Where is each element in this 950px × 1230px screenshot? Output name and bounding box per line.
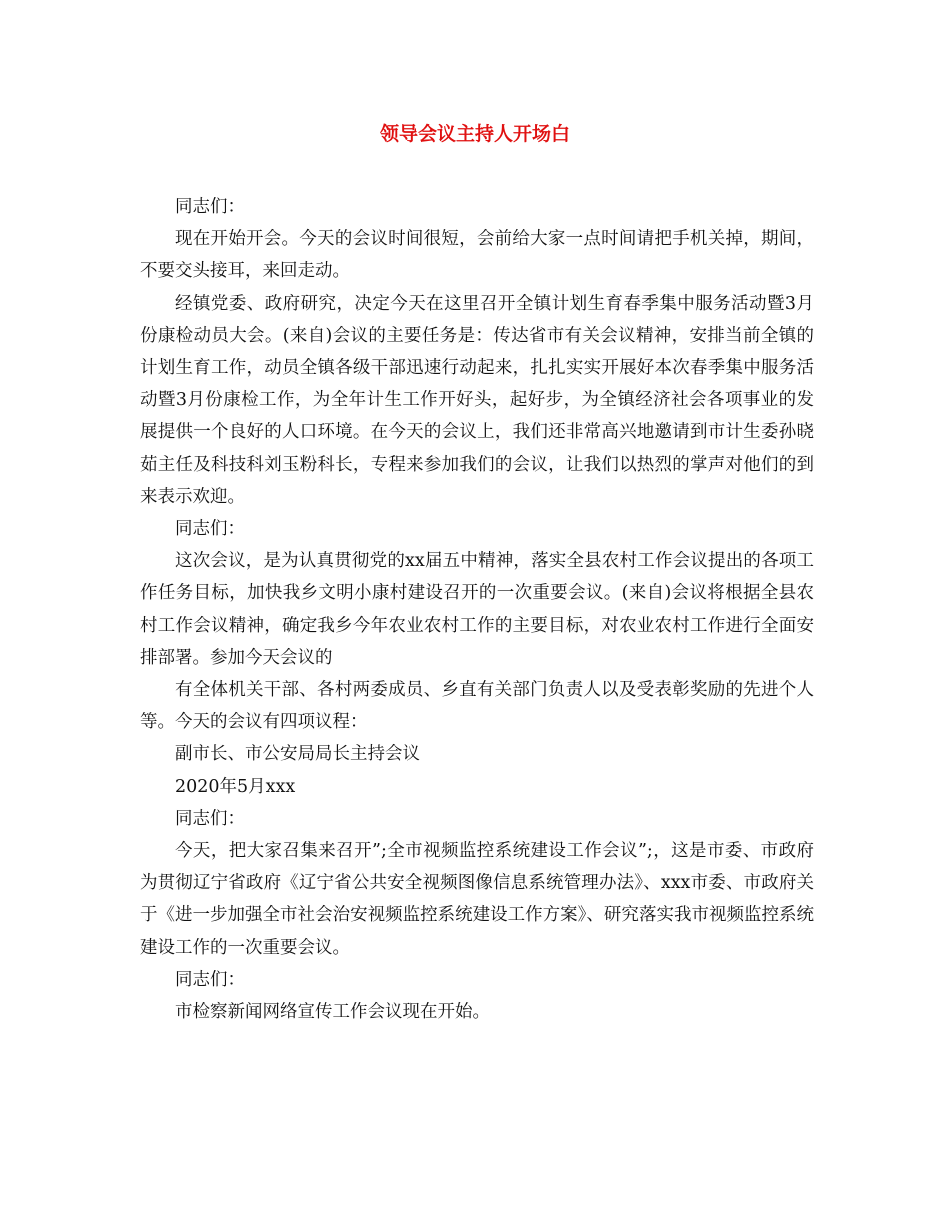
document-body (140, 191, 814, 1028)
paragraph: 这次会议，是为认真贯彻党的xx届五中精神，落实全县农村工作会议提出的各项工作任务目标，加快我乡文明小康村建设召开的一次重要会议。(来自)会议将根据全县农村工作会议精神，确定我乡今年农业农村工作的主要目标，对农业农村工作进行全面安排部署。参加今天会议的 (140, 551, 814, 668)
paragraph-salutation: 同志们： (175, 519, 245, 540)
paragraph: 现在开始开会。今天的会议时间很短，会前给大家一点时间请把手机关掉，期间，不要交头接耳，来回走动。 (140, 229, 814, 282)
paragraph-salutation: 同志们： (175, 197, 245, 217)
paragraph: 市检察新闻网络宣传工作会议现在开始。 (175, 1002, 490, 1023)
paragraph: 今天，把大家召集来召开”;全市视频监控系统建设工作会议”;，这是市委、市政府为贯彻辽宁省政府《辽宁省公共安全视频图像信息系统管理办法》、xxx市委、市政府关于《进一步加强全市社会治安视频监控系统建设工作方案》、研究落实我市视频监控系统建设工作的一次重要会议。 (140, 841, 814, 958)
paragraph-date: 2020年5月xxx (175, 776, 296, 797)
paragraph-salutation: 同志们： (175, 969, 245, 990)
paragraph-salutation: 同志们： (175, 808, 245, 829)
paragraph: 经镇党委、政府研究，决定今天在这里召开全镇计划生育春季集中服务活动暨3月份康检动员大会。(来自)会议的主要任务是：传达省市有关会议精神，安排当前全镇的计划生育工作，动员全镇各级干部迅速行动起来，扎扎实实开展好本次春季集中服务活动暨3月份康检工作，为全年计生工作开好头，起好步，为全镇经济社会各项事业的发展提供一个良好的人口环境。在今天的会议上，我们还非常高兴地邀请到市计生委孙晓茹主任及科技科刘玉粉科长，专程来参加我们的会议，让我们以热烈的掌声对他们的到来表示欢迎。 (140, 293, 814, 507)
paragraph: 有全体机关干部、各村两委成员、乡直有关部门负责人以及受表彰奖励的先进个人等。今天的会议有四项议程： (140, 680, 814, 733)
paragraph: 副市长、市公安局局长主持会议 (175, 744, 420, 765)
document-title: 领导会议主持人开场白 (379, 123, 570, 145)
